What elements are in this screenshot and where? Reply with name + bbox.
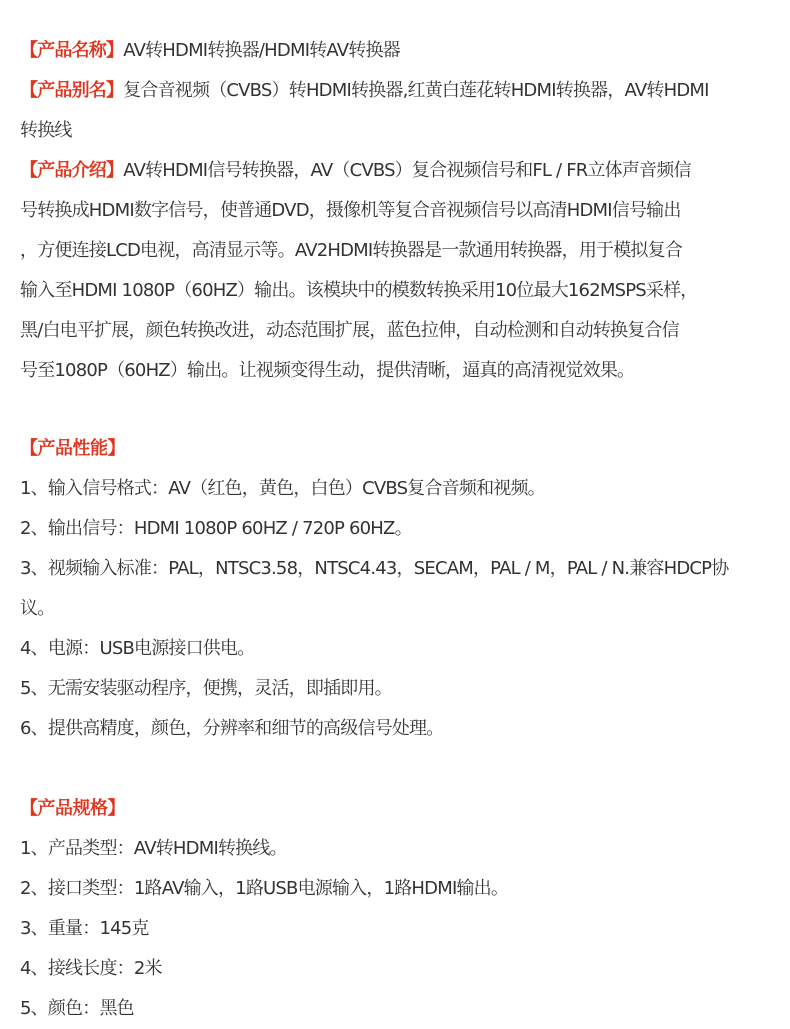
performance-item: 2、输出信号：HDMI 1080P 60HZ / 720P 60HZ。 (20, 518, 412, 539)
performance-item: 3、视频输入标准：PAL，NTSC3.58，NTSC4.43，SECAM，PAL / M，PAL / N.兼容HDCP协 (20, 558, 729, 579)
product-description (20, 31, 775, 1029)
product-desc-text: AV转HDMI信号转换器，AV（CVBS）复合视频信号和FL / FR立体声音频信 (123, 160, 691, 181)
product-name-line (20, 31, 775, 71)
product-desc-label: 【产品介绍】 (20, 160, 124, 181)
product-desc-line: 黑/白电平扩展，颜色转换改进，动态范围扩展，蓝色拉伸，自动检测和自动转换复合信 (20, 320, 679, 341)
product-desc-line (20, 151, 775, 191)
performance-item: 6、提供高精度，颜色，分辨率和细节的高级信号处理。 (20, 718, 444, 739)
performance-item: 4、电源：USB电源接口供电。 (20, 638, 255, 659)
product-name-text: AV转HDMI转换器/HDMI转AV转换器 (123, 40, 400, 61)
section-spacer (20, 749, 775, 789)
performance-title: 【产品性能】 (20, 438, 125, 459)
spec-item: 2、接口类型：1路AV输入，1路USB电源输入，1路HDMI输出。 (20, 878, 509, 899)
performance-item: 议。 (20, 598, 55, 619)
spec-item: 1、产品类型：AV转HDMI转换线。 (20, 838, 287, 859)
product-alias-line (20, 111, 775, 151)
spec-item: 3、重量：145克 (20, 918, 149, 939)
specs-title: 【产品规格】 (20, 798, 125, 819)
performance-item: 5、无需安装驱动程序，便携，灵活，即插即用。 (20, 678, 392, 699)
product-desc-line: ，方便连接LCD电视，高清显示等。AV2HDMI转换器是一款通用转换器，用于模拟复合 (20, 240, 683, 261)
spec-item: 4、接线长度：2米 (20, 958, 162, 979)
section-spacer (20, 391, 775, 429)
product-alias-label: 【产品别名】 (20, 80, 124, 101)
product-alias-text: 转换线 (20, 120, 72, 141)
product-name-label: 【产品名称】 (20, 40, 124, 61)
spec-item: 5、颜色：黑色 (20, 998, 134, 1019)
product-desc-line: 号至1080P（60HZ）输出。让视频变得生动，提供清晰，逼真的高清视觉效果。 (20, 360, 635, 381)
performance-item: 1、输入信号格式：AV（红色，黄色，白色）CVBS复合音频和视频。 (20, 478, 545, 499)
product-desc-line: 号转换成HDMI数字信号，使普通DVD，摄像机等复合音视频信号以高清HDMI信号输出 (20, 200, 681, 221)
product-alias-text: 复合音视频（CVBS）转HDMI转换器,红黄白莲花转HDMI转换器，AV转HDMI (123, 80, 709, 101)
product-desc-line: 输入至HDMI 1080P（60HZ）输出。该模块中的模数转换采用10位最大162MSPS采样， (20, 280, 698, 301)
product-alias-line (20, 71, 775, 111)
